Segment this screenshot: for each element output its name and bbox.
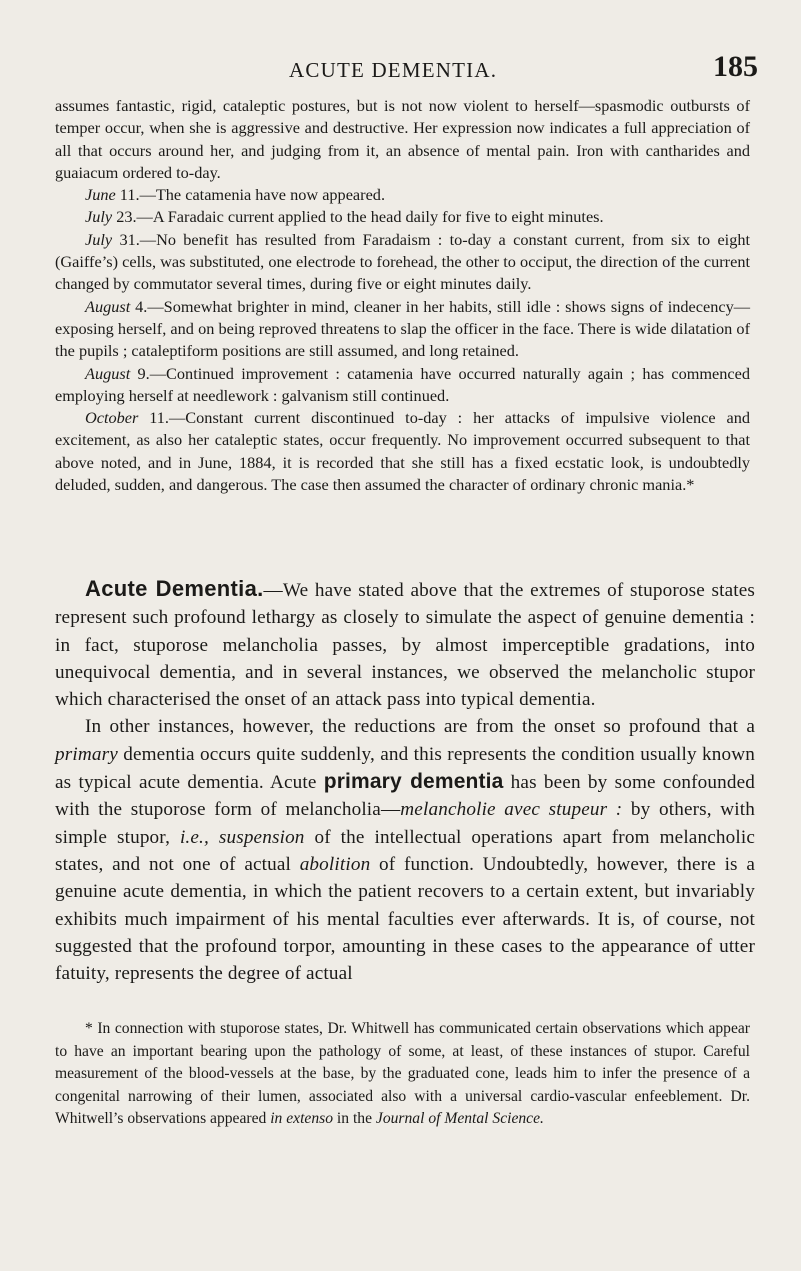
footnote-body: in the bbox=[333, 1110, 376, 1128]
case-entry bbox=[55, 407, 750, 496]
acute-dementia-section bbox=[55, 575, 755, 987]
entry-day: 11. bbox=[115, 185, 140, 205]
running-title: ACUTE DEMENTIA. bbox=[289, 58, 498, 82]
emphasis-primary: primary bbox=[55, 743, 118, 765]
case-notes-intro: assumes fantastic, rigid, cataleptic postures, but is not now violent to herself—spasmodic outbursts of temper occur, when she is aggressive and destructive. Her expression now indicates a full appreciation of all that occurs around her, and judging from it, an absence of mental pain. Iron with cantharides and guaiacum ordered to-day. bbox=[55, 96, 750, 182]
page-number: 185 bbox=[713, 50, 758, 83]
footnote-journal-title: Journal of Mental Science. bbox=[375, 1110, 544, 1128]
entry-date: August bbox=[85, 296, 131, 316]
entry-date: June bbox=[85, 185, 116, 205]
case-entry bbox=[55, 206, 750, 228]
entry-text: —The catamenia have now appeared. bbox=[139, 185, 386, 205]
entry-text: —No benefit has resulted from Faradaism : to-day a constant current, from six to eight (Gaiffe’s) cells, was substituted, one electrode to forehead, the other to occiput, the direction of the current changed by commutator several times, during five or eight minutes daily. bbox=[55, 229, 750, 294]
entry-date: August bbox=[85, 363, 131, 383]
footnote bbox=[55, 1018, 750, 1131]
entry-date: October bbox=[85, 408, 139, 428]
emphasis-french-term: melancholie avec stupeur : bbox=[400, 799, 623, 821]
footnote-body: * In connection with stuporose states, Dr. Whitwell has communicated certain observations which appear to have an important bearing upon the pathology of some, at least, of these instances of stupor. Careful measurement of the blood-vessels at the base, by the graduated cone, leads him to infer the presence of a congenital narrowing of their lumen, associated also with a universal cardio-vascular enfeeblement. Dr. Whitwell’s observations appeared bbox=[55, 1020, 750, 1128]
emphasis-abolition: abolition bbox=[299, 853, 371, 875]
emphasis-suspension: i.e., suspension bbox=[179, 826, 305, 848]
case-entry bbox=[55, 184, 750, 206]
case-entry bbox=[55, 296, 750, 363]
term-primary-dementia: primary dementia bbox=[323, 770, 504, 794]
case-entry bbox=[55, 363, 750, 408]
section-paragraph-1 bbox=[55, 575, 755, 713]
paragraph-text: dementia occurs quite suddenly, and this represents the condition usually known as typical acute dementia. Acute bbox=[55, 743, 755, 794]
case-notes bbox=[55, 95, 750, 496]
entry-text: —Somewhat brighter in mind, cleaner in her habits, still idle : shows signs of indecency—exposing herself, and on being reproved threatens to slap the officer in the face. There is wide dilatation of the pupils ; cataleptiform positions are still assumed, and long retained. bbox=[55, 296, 751, 361]
entry-date: July bbox=[85, 207, 113, 227]
paragraph-text: In other instances, however, the reductions are from the onset so profound that a bbox=[85, 716, 755, 738]
paragraph-text: of the intellectual operations apart from melancholic states, and not one of actual bbox=[55, 826, 755, 875]
section-paragraph-2 bbox=[55, 713, 755, 987]
entry-text: —Constant current discontinued to-day : her attacks of impulsive violence and excitement, as also her cataleptic states, occur frequently. No improvement occurred subsequent to that above noted, and in June, 1884, it is recorded that she still has a fixed ecstatic look, is undoubtedly deluded, sudden, and dangerous. The case then assumed the character of ordinary chronic mania.* bbox=[55, 408, 750, 495]
entry-day: 4. bbox=[130, 296, 148, 316]
entry-text: —A Faradaic current applied to the head daily for five to eight minutes. bbox=[136, 207, 604, 227]
paragraph-text: has been by some confounded with the stuporose form of melancholia— bbox=[55, 772, 756, 821]
entry-day: 23. bbox=[112, 207, 137, 227]
case-entry bbox=[55, 229, 750, 296]
paragraph-text: of function. Undoubtedly, however, there is a genuine acute dementia, in which the patient recovers to a certain extent, but invariably exhibits much impairment of his mental faculties ever afterwards. It is, of course, not suggested that the profound torpor, amounting in these cases to the appearance of utter fatuity, represents the degree of actual bbox=[55, 853, 755, 985]
paragraph-text: —We have stated above that the extremes of stuporose states represent such profound lethargy as closely to simulate the aspect of genuine dementia : in fact, stuporose melancholia passes, by almost imperceptible gradations, into unequivocal dementia, and in several instances, we observed the melancholic stupor which characterised the onset of an attack pass into typical dementia. bbox=[55, 580, 755, 711]
entry-day: 9. bbox=[130, 363, 150, 383]
footnote-text bbox=[55, 1018, 750, 1131]
footnote-emphasis-extenso: in extenso bbox=[270, 1110, 334, 1128]
paragraph-text: by others, with simple stupor, bbox=[55, 799, 755, 848]
entry-day: 11. bbox=[138, 408, 170, 428]
entry-date: July bbox=[85, 229, 113, 249]
entry-text: —Continued improvement : catamenia have occurred naturally again ; has commenced employing herself at needlework : galvanism still continued. bbox=[55, 363, 751, 405]
running-head bbox=[0, 50, 801, 90]
entry-day: 31. bbox=[112, 229, 140, 249]
section-heading: Acute Dementia. bbox=[85, 576, 264, 601]
